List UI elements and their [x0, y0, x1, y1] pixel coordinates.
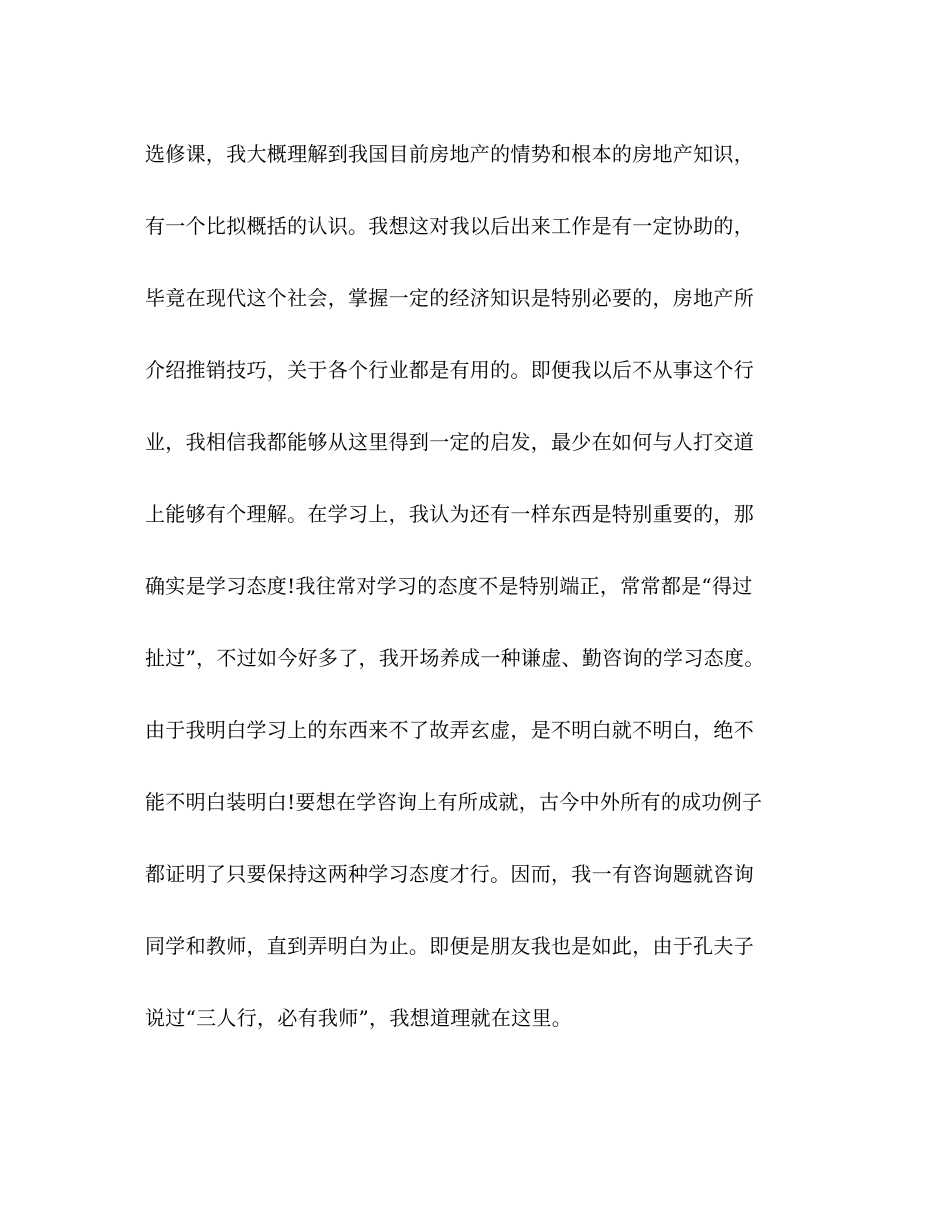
text-line: 由于我明白学习上的东西来不了故弄玄虚，是不明白就不明白，绝不	[145, 718, 754, 742]
text-line: 上能够有个理解。在学习上，我认为还有一样东西是特别重要的，那	[145, 502, 754, 526]
text-line: 扯过”，不过如今好多了，我开场养成一种谦虚、勤咨询的学习态度。	[145, 646, 765, 670]
text-line: 能不明白装明白!要想在学咨询上有所成就，古今中外所有的成功例子	[145, 790, 763, 814]
text-line: 有一个比拟概括的认识。我想这对我以后出来工作是有一定协助的，	[145, 214, 754, 238]
text-line: 确实是学习态度!我往常对学习的态度不是特别端正，常常都是“得过	[145, 574, 753, 598]
text-line: 说过“三人行，必有我师”，我想道理就在这里。	[145, 1006, 573, 1030]
text-line: 选修课，我大概理解到我国目前房地产的情势和根本的房地产知识，	[145, 142, 754, 166]
text-line: 毕竟在现代这个社会，掌握一定的经济知识是特别必要的，房地产所	[145, 286, 754, 310]
text-line: 同学和教师，直到弄明白为止。即便是朋友我也是如此，由于孔夫子	[145, 934, 754, 958]
body-paragraph	[145, 144, 825, 1080]
text-line: 业，我相信我都能够从这里得到一定的启发，最少在如何与人打交道	[145, 430, 754, 454]
text-line: 介绍推销技巧，关于各个行业都是有用的。即便我以后不从事这个行	[145, 358, 754, 382]
text-line: 都证明了只要保持这两种学习态度才行。因而，我一有咨询题就咨询	[145, 862, 754, 886]
